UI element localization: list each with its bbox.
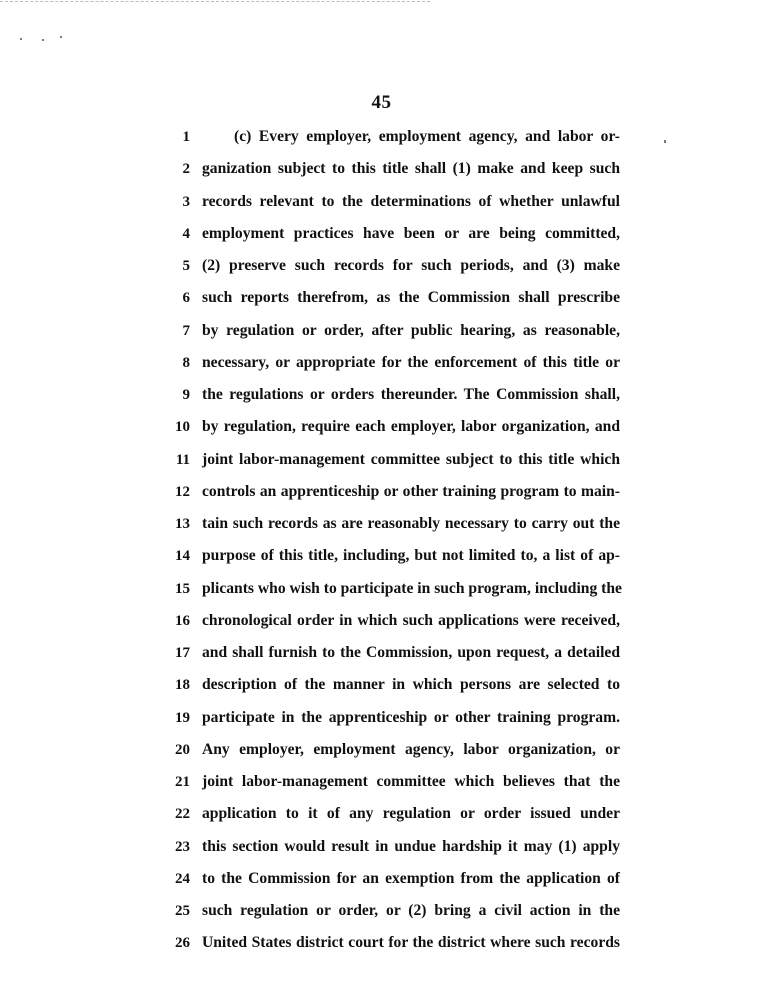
text-line — [0, 831, 763, 863]
line-text: records relevant to the determinations of whether unlawful — [202, 192, 620, 210]
speck — [60, 36, 62, 38]
text-line — [0, 927, 763, 959]
line-text: employment practices have been or are being committed, — [202, 224, 620, 242]
text-line — [0, 476, 763, 508]
text-line — [0, 347, 763, 379]
line-number: 2 — [182, 161, 190, 178]
text-line — [0, 121, 763, 153]
text-line — [0, 734, 763, 766]
line-number: 16 — [175, 612, 190, 629]
line-text: joint labor-management committee subject to this title which — [202, 450, 620, 468]
line-text: such regulation or order, or (2) bring a civil action in the — [202, 902, 620, 919]
top-dashed-rule — [0, 1, 430, 2]
line-text: by regulation or order, after public hearing, as reasonable, — [202, 321, 620, 339]
text-line — [0, 508, 763, 540]
text-line — [0, 766, 763, 798]
line-text: controls an apprenticeship or other training program to main- — [202, 482, 620, 500]
line-text: necessary, or appropriate for the enforcement of this title or — [202, 353, 620, 371]
text-line — [0, 153, 763, 185]
text-line — [0, 250, 763, 282]
line-text: ganization subject to this title shall (1) make and keep such — [202, 160, 620, 178]
line-text: United States district court for the district where such records — [202, 934, 620, 952]
line-number: 24 — [175, 870, 190, 887]
text-line — [0, 218, 763, 250]
line-number: 19 — [175, 709, 190, 726]
line-number: 8 — [182, 354, 190, 371]
line-text: description of the manner in which persons are selected to — [202, 676, 620, 694]
line-number: 20 — [175, 741, 190, 758]
line-number: 26 — [175, 935, 190, 952]
line-text: application to it of any regulation or order issued under — [202, 805, 620, 823]
text-line — [0, 411, 763, 443]
line-number: 21 — [175, 774, 190, 790]
line-text: and shall furnish to the Commission, upon request, a detailed — [202, 644, 620, 661]
text-line — [0, 315, 763, 347]
text-line — [0, 798, 763, 830]
line-text: (c) Every employer, employment agency, and labor or- — [234, 128, 620, 145]
line-number: 4 — [182, 225, 190, 242]
line-number: 9 — [182, 387, 190, 403]
text-line — [0, 669, 763, 701]
line-text: purpose of this title, including, but not limited to, a list of ap- — [202, 547, 620, 565]
line-text: by regulation, require each employer, labor organization, and — [202, 418, 620, 436]
line-text: the regulations or orders thereunder. The Commission shall, — [202, 386, 620, 403]
line-text: joint labor-management committee which believes that the — [202, 773, 620, 790]
text-line — [0, 379, 763, 411]
line-number: 12 — [175, 483, 190, 500]
line-number: 14 — [175, 548, 190, 565]
speck — [42, 39, 44, 41]
line-text: this section would result in undue hardship it may (1) apply — [202, 837, 620, 855]
line-number: 7 — [182, 322, 190, 339]
line-number: 25 — [175, 903, 190, 919]
line-text: tain such records as are reasonably necessary to carry out the — [202, 515, 620, 532]
text-line — [0, 702, 763, 734]
text-line — [0, 573, 763, 605]
text-line — [0, 444, 763, 476]
document-body — [0, 121, 763, 960]
scan-specks — [20, 36, 80, 42]
line-number: 18 — [175, 677, 190, 694]
line-number: 15 — [175, 580, 190, 597]
page-number: 45 — [371, 92, 392, 113]
text-line — [0, 863, 763, 895]
line-number: 1 — [182, 129, 190, 145]
line-number: 11 — [175, 451, 190, 468]
line-text: (2) preserve such records for such periods, and (3) make — [202, 257, 620, 274]
line-number: 13 — [175, 516, 190, 532]
line-number: 10 — [175, 419, 190, 436]
line-text: such reports therefrom, as the Commission shall prescribe — [202, 289, 620, 307]
line-text: plicants who wish to participate in such program, including the — [202, 579, 622, 597]
line-number: 23 — [175, 838, 190, 855]
line-number: 22 — [175, 806, 190, 823]
text-line — [0, 895, 763, 927]
line-text: Any employer, employment agency, labor organization, or — [202, 740, 620, 758]
text-line — [0, 605, 763, 637]
line-text: chronological order in which such applications were received, — [202, 611, 620, 629]
text-line — [0, 282, 763, 314]
line-number: 3 — [182, 193, 190, 210]
line-number: 5 — [182, 258, 190, 274]
line-number: 6 — [182, 290, 190, 307]
speck — [20, 38, 22, 40]
text-line — [0, 540, 763, 572]
line-text: to the Commission for an exemption from the application of — [202, 869, 620, 887]
text-line — [0, 637, 763, 669]
line-text: participate in the apprenticeship or other training program. — [202, 708, 620, 726]
line-number: 17 — [175, 645, 190, 661]
text-line — [0, 186, 763, 218]
